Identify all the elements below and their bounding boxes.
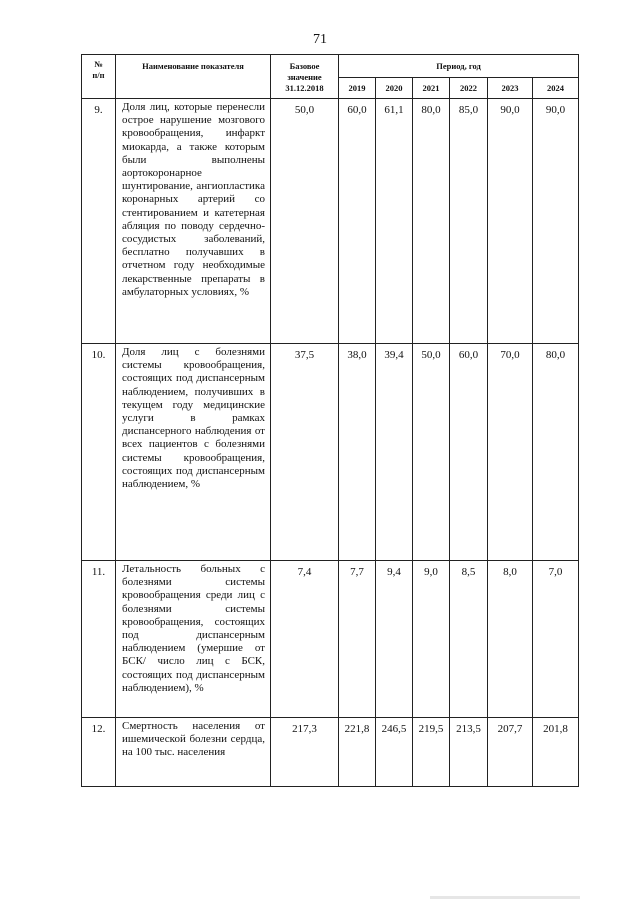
header-number <box>82 55 116 99</box>
indicator-table <box>81 54 579 787</box>
row-number: 12. <box>82 718 116 787</box>
year-value: 38,0 <box>339 344 376 561</box>
header-name: Наименование показателя <box>116 55 271 99</box>
indicator-name: Смертность населения от ишемической болезни сердца, на 100 тыс. населения <box>116 718 271 787</box>
year-value: 213,5 <box>450 718 488 787</box>
year-value: 8,0 <box>488 561 533 718</box>
table-row <box>82 344 579 561</box>
header-year: 2019 <box>339 78 376 99</box>
year-value: 219,5 <box>413 718 450 787</box>
row-number: 11. <box>82 561 116 718</box>
header-year: 2020 <box>376 78 413 99</box>
year-value: 207,7 <box>488 718 533 787</box>
header-year: 2022 <box>450 78 488 99</box>
header-base-label: Базовое значение 31.12.2018 <box>285 61 324 93</box>
table-row <box>82 718 579 787</box>
year-value: 80,0 <box>413 99 450 344</box>
year-value: 201,8 <box>533 718 579 787</box>
year-value: 9,4 <box>376 561 413 718</box>
year-value: 61,1 <box>376 99 413 344</box>
year-value: 9,0 <box>413 561 450 718</box>
header-year: 2023 <box>488 78 533 99</box>
table-row <box>82 561 579 718</box>
indicator-name: Доля лиц, которые перенесли острое нарушение мозгового кровообращения, инфаркт миокарда, а также которым были выполнены аортокоронарное шунтирование, ангиопластика коронарных артерий со стентированием и катетерная абляция по поводу сердечно-сосудистых заболеваний, бесплатно получавших в отчетном году необходимые лекарственные препараты в амбулаторных условиях, % <box>116 99 271 344</box>
base-value: 217,3 <box>271 718 339 787</box>
year-value: 7,0 <box>533 561 579 718</box>
year-value: 8,5 <box>450 561 488 718</box>
year-value: 39,4 <box>376 344 413 561</box>
indicator-name: Доля лиц с болезнями системы кровообращения, состоящих под диспансерным наблюдением, получивших в текущем году медицинские услуги в рамках диспансерного наблюдения от всех пациентов с болезнями системы кровообращения, состоящих под диспансерным наблюдением, % <box>116 344 271 561</box>
row-number: 9. <box>82 99 116 344</box>
indicator-name: Летальность больных с болезнями системы кровообращения среди лиц с болезнями системы кровообращения, состоящих под диспансерным наблюдением (умершие от БСК/ число лиц с БСК, состоящих под диспансерным наблюдением), % <box>116 561 271 718</box>
header-period: Период, год <box>339 55 579 78</box>
base-value: 7,4 <box>271 561 339 718</box>
header-year: 2021 <box>413 78 450 99</box>
year-value: 90,0 <box>488 99 533 344</box>
base-value: 50,0 <box>271 99 339 344</box>
year-value: 90,0 <box>533 99 579 344</box>
year-value: 80,0 <box>533 344 579 561</box>
year-value: 50,0 <box>413 344 450 561</box>
header-year: 2024 <box>533 78 579 99</box>
header-base-value <box>271 55 339 99</box>
year-value: 7,7 <box>339 561 376 718</box>
year-value: 246,5 <box>376 718 413 787</box>
row-number: 10. <box>82 344 116 561</box>
table-row <box>82 99 579 344</box>
year-value: 60,0 <box>339 99 376 344</box>
page-number: 71 <box>313 32 327 47</box>
year-value: 60,0 <box>450 344 488 561</box>
year-value: 85,0 <box>450 99 488 344</box>
base-value: 37,5 <box>271 344 339 561</box>
year-value: 221,8 <box>339 718 376 787</box>
scan-artifact <box>430 896 580 899</box>
header-number-label: № п/п <box>92 59 105 80</box>
year-value: 70,0 <box>488 344 533 561</box>
